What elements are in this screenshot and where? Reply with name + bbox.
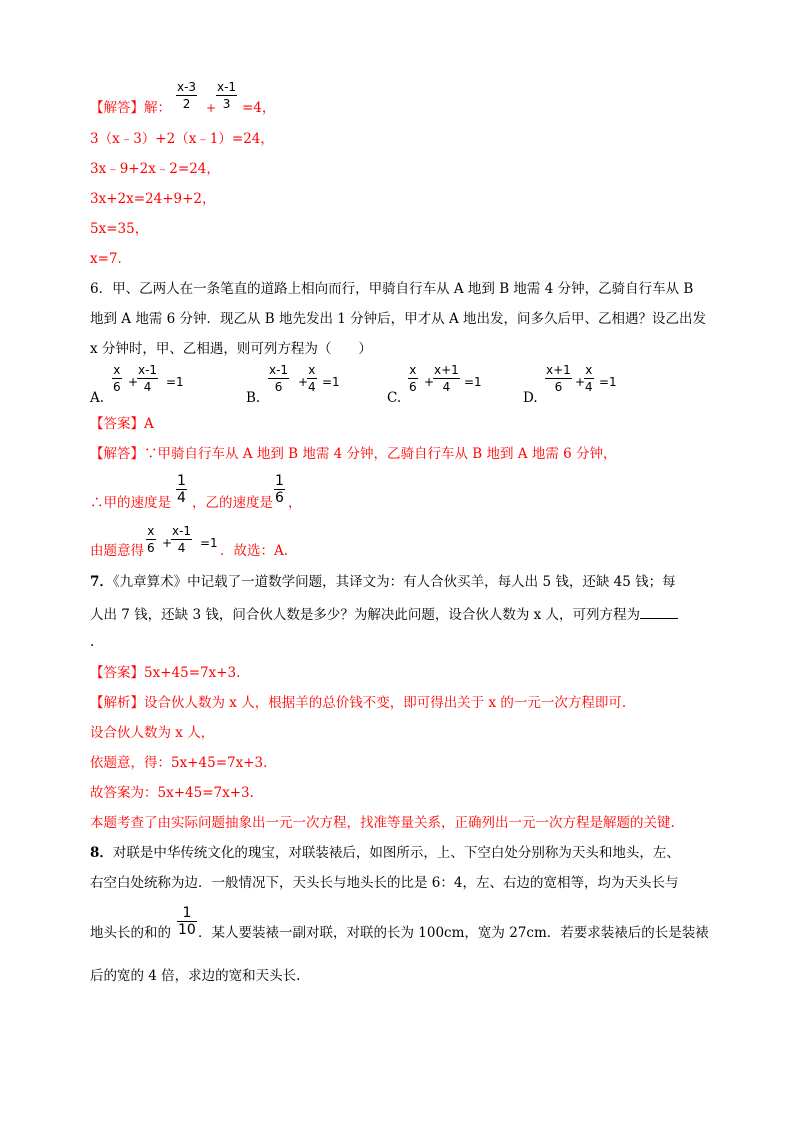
operator: + xyxy=(575,375,586,389)
operator: + xyxy=(298,375,309,389)
fraction-bar xyxy=(545,378,572,379)
denominator: 4 xyxy=(177,541,186,555)
rhs: =1 xyxy=(599,375,617,389)
numerator: x xyxy=(308,363,316,377)
question-text: 人出 7 钱，还缺 3 钱，问合伙人数是多少？为解决此问题，设合伙人数为 x 人，可列方程为 xyxy=(90,607,641,623)
denominator: 6 xyxy=(147,541,155,555)
denominator: 6 xyxy=(409,380,417,394)
denominator: 10 xyxy=(178,922,196,938)
fraction xyxy=(146,524,156,555)
denominator: 6 xyxy=(275,490,284,506)
numerator: x xyxy=(585,363,593,377)
fraction-bar xyxy=(268,378,289,379)
rhs: =1 xyxy=(322,375,340,389)
numerator: 1 xyxy=(177,473,186,489)
fraction-bar xyxy=(137,378,158,379)
rhs: =1 xyxy=(166,375,184,389)
speed-text-end: ， xyxy=(288,495,302,511)
fraction xyxy=(545,363,572,394)
speed-fraction-1-4 xyxy=(176,474,187,505)
denominator: 3 xyxy=(222,97,231,111)
denominator: 4 xyxy=(177,490,186,506)
fraction-bar xyxy=(112,378,122,379)
question-7-line-3: . xyxy=(90,634,95,650)
option-letter: C. xyxy=(387,390,402,406)
question-6-answer: 【答案】A xyxy=(90,416,154,432)
fraction-1-over-10 xyxy=(177,906,197,937)
numerator: x-1 xyxy=(138,363,158,377)
numerator: x-3 xyxy=(177,80,197,94)
question-text: 《九章算术》中记载了一道数学问题，其译文为：有人合伙买羊，每人出 5 钱，还缺 45 钱；每 xyxy=(112,574,676,590)
operator: + xyxy=(128,375,139,389)
solution-step: 3x+2x=24+9+2， xyxy=(90,191,216,207)
rhs: =1 xyxy=(464,375,482,389)
fraction-bar xyxy=(307,378,317,379)
question-6-line-1: 6．甲、乙两人在一条笔直的道路上相向而行，甲骑自行车从 A 地到 B 地需 4 分钟，乙骑自行车从 B xyxy=(90,281,694,297)
solution-step: 3（x﹣3）+2（x﹣1）=24， xyxy=(90,131,274,147)
denominator: 4 xyxy=(308,380,316,394)
option-letter: A. xyxy=(90,390,105,406)
numerator: x xyxy=(113,363,121,377)
fraction xyxy=(408,363,418,394)
fraction xyxy=(112,363,122,394)
equation-tail: =4， xyxy=(242,100,276,116)
equation-text-post: ．故选：A. xyxy=(220,543,289,559)
operator: + xyxy=(424,375,435,389)
question-8-line-2: 右空白处统称为边．一般情况下，天头长与地头长的比是 6：4，左、右边的宽相等，均为天头长与 xyxy=(90,875,679,891)
question-6-solution-line-1: 【解答】∵甲骑自行车从 A 地到 B 地需 4 分钟，乙骑自行车从 B 地到 A 地需 6 分钟， xyxy=(90,446,617,462)
fraction-x-minus-3-over-2 xyxy=(176,80,197,111)
solution-step: x=7． xyxy=(90,251,132,267)
fraction-bar xyxy=(408,378,418,379)
denominator: 6 xyxy=(274,380,283,394)
question-8-line-1 xyxy=(90,847,680,861)
numerator: x-1 xyxy=(217,80,237,94)
denominator: 4 xyxy=(143,380,152,394)
operator: + xyxy=(162,536,173,550)
fraction xyxy=(584,363,594,394)
fraction xyxy=(137,363,158,394)
solution-header-line xyxy=(90,102,171,116)
denominator: 6 xyxy=(554,380,563,394)
fraction xyxy=(433,363,460,394)
fraction-bar xyxy=(433,378,460,379)
fraction-bar xyxy=(176,95,197,96)
fraction-x-minus-1-over-3 xyxy=(216,80,237,111)
question-8-line-3-pre: 地头长的和的 xyxy=(90,925,171,941)
denominator: 2 xyxy=(182,97,191,111)
fraction-bar xyxy=(171,539,192,540)
question-7-line-1 xyxy=(90,576,676,590)
rhs: =1 xyxy=(200,536,218,550)
question-6-line-3: x 分钟时，甲、乙相遇，则可列方程为（ ） xyxy=(90,341,372,357)
option-letter: B. xyxy=(246,390,261,406)
question-text: 对联是中华传统文化的瑰宝，对联装裱后，如图所示，上、下空白处分别称为天头和地头，左、 xyxy=(112,845,680,861)
speed-fraction-1-6 xyxy=(274,474,285,505)
question-7-step-2: 依题意，得：5x+45=7x+3. xyxy=(90,755,268,771)
question-7-answer: 【答案】5x+45=7x+3. xyxy=(90,665,241,681)
numerator: 1 xyxy=(182,905,192,921)
fraction xyxy=(307,363,317,394)
fraction-bar xyxy=(146,539,156,540)
denominator: 4 xyxy=(585,380,593,394)
denominator: 4 xyxy=(442,380,451,394)
numerator: x xyxy=(409,363,417,377)
question-number: 8． xyxy=(90,845,113,861)
answer-blank[interactable] xyxy=(640,606,678,619)
numerator: x+1 xyxy=(434,363,459,377)
numerator: x-1 xyxy=(172,524,192,538)
question-7-step-3: 故答案为：5x+45=7x+3. xyxy=(90,785,254,801)
question-6-line-2: 地到 A 地需 6 分钟．现乙从 B 地先发出 1 分钟后，甲才从 A 地出发，问多久后甲、乙相遇？设乙出发 xyxy=(90,311,707,327)
numerator: 1 xyxy=(275,473,284,489)
question-7-step-1: 设合伙人数为 x 人， xyxy=(90,725,215,741)
question-8-line-3-post: ．某人要装裱一副对联，对联的长为 100cm，宽为 27cm．若要求装裱后的长是装裱 xyxy=(198,925,709,941)
plus-sign: + xyxy=(206,101,217,115)
solution-jie: 解： xyxy=(144,100,171,116)
solution-step: 3x﹣9+2x﹣2=24， xyxy=(90,161,220,177)
question-7-summary: 本题考查了由实际问题抽象出一元一次方程，找准等量关系，正确列出一元一次方程是解题的关键. xyxy=(90,815,675,831)
speed-text-mid: ，乙的速度是 xyxy=(192,495,273,511)
solution-step: 5x=35， xyxy=(90,221,149,237)
option-letter: D. xyxy=(523,390,538,406)
question-8-line-4: 后的宽的 4 倍，求边的宽和天头长. xyxy=(90,968,301,984)
denominator: 6 xyxy=(113,380,121,394)
numerator: x-1 xyxy=(269,363,289,377)
question-number: 7． xyxy=(90,574,113,590)
fraction-bar xyxy=(216,95,237,96)
fraction-bar xyxy=(584,378,594,379)
question-7-analysis: 【解析】设合伙人数为 x 人，根据羊的总价钱不变，即可得出关于 x 的一元一次方程即可. xyxy=(90,695,627,711)
fraction xyxy=(268,363,289,394)
question-7-line-2 xyxy=(90,606,678,623)
solution-tag: 【解答】 xyxy=(90,100,144,116)
speed-text-pre: ∴甲的速度是 xyxy=(90,495,171,511)
fraction xyxy=(171,524,192,555)
numerator: x+1 xyxy=(546,363,571,377)
numerator: x xyxy=(147,524,155,538)
equation-text-pre: 由题意得 xyxy=(90,543,144,559)
